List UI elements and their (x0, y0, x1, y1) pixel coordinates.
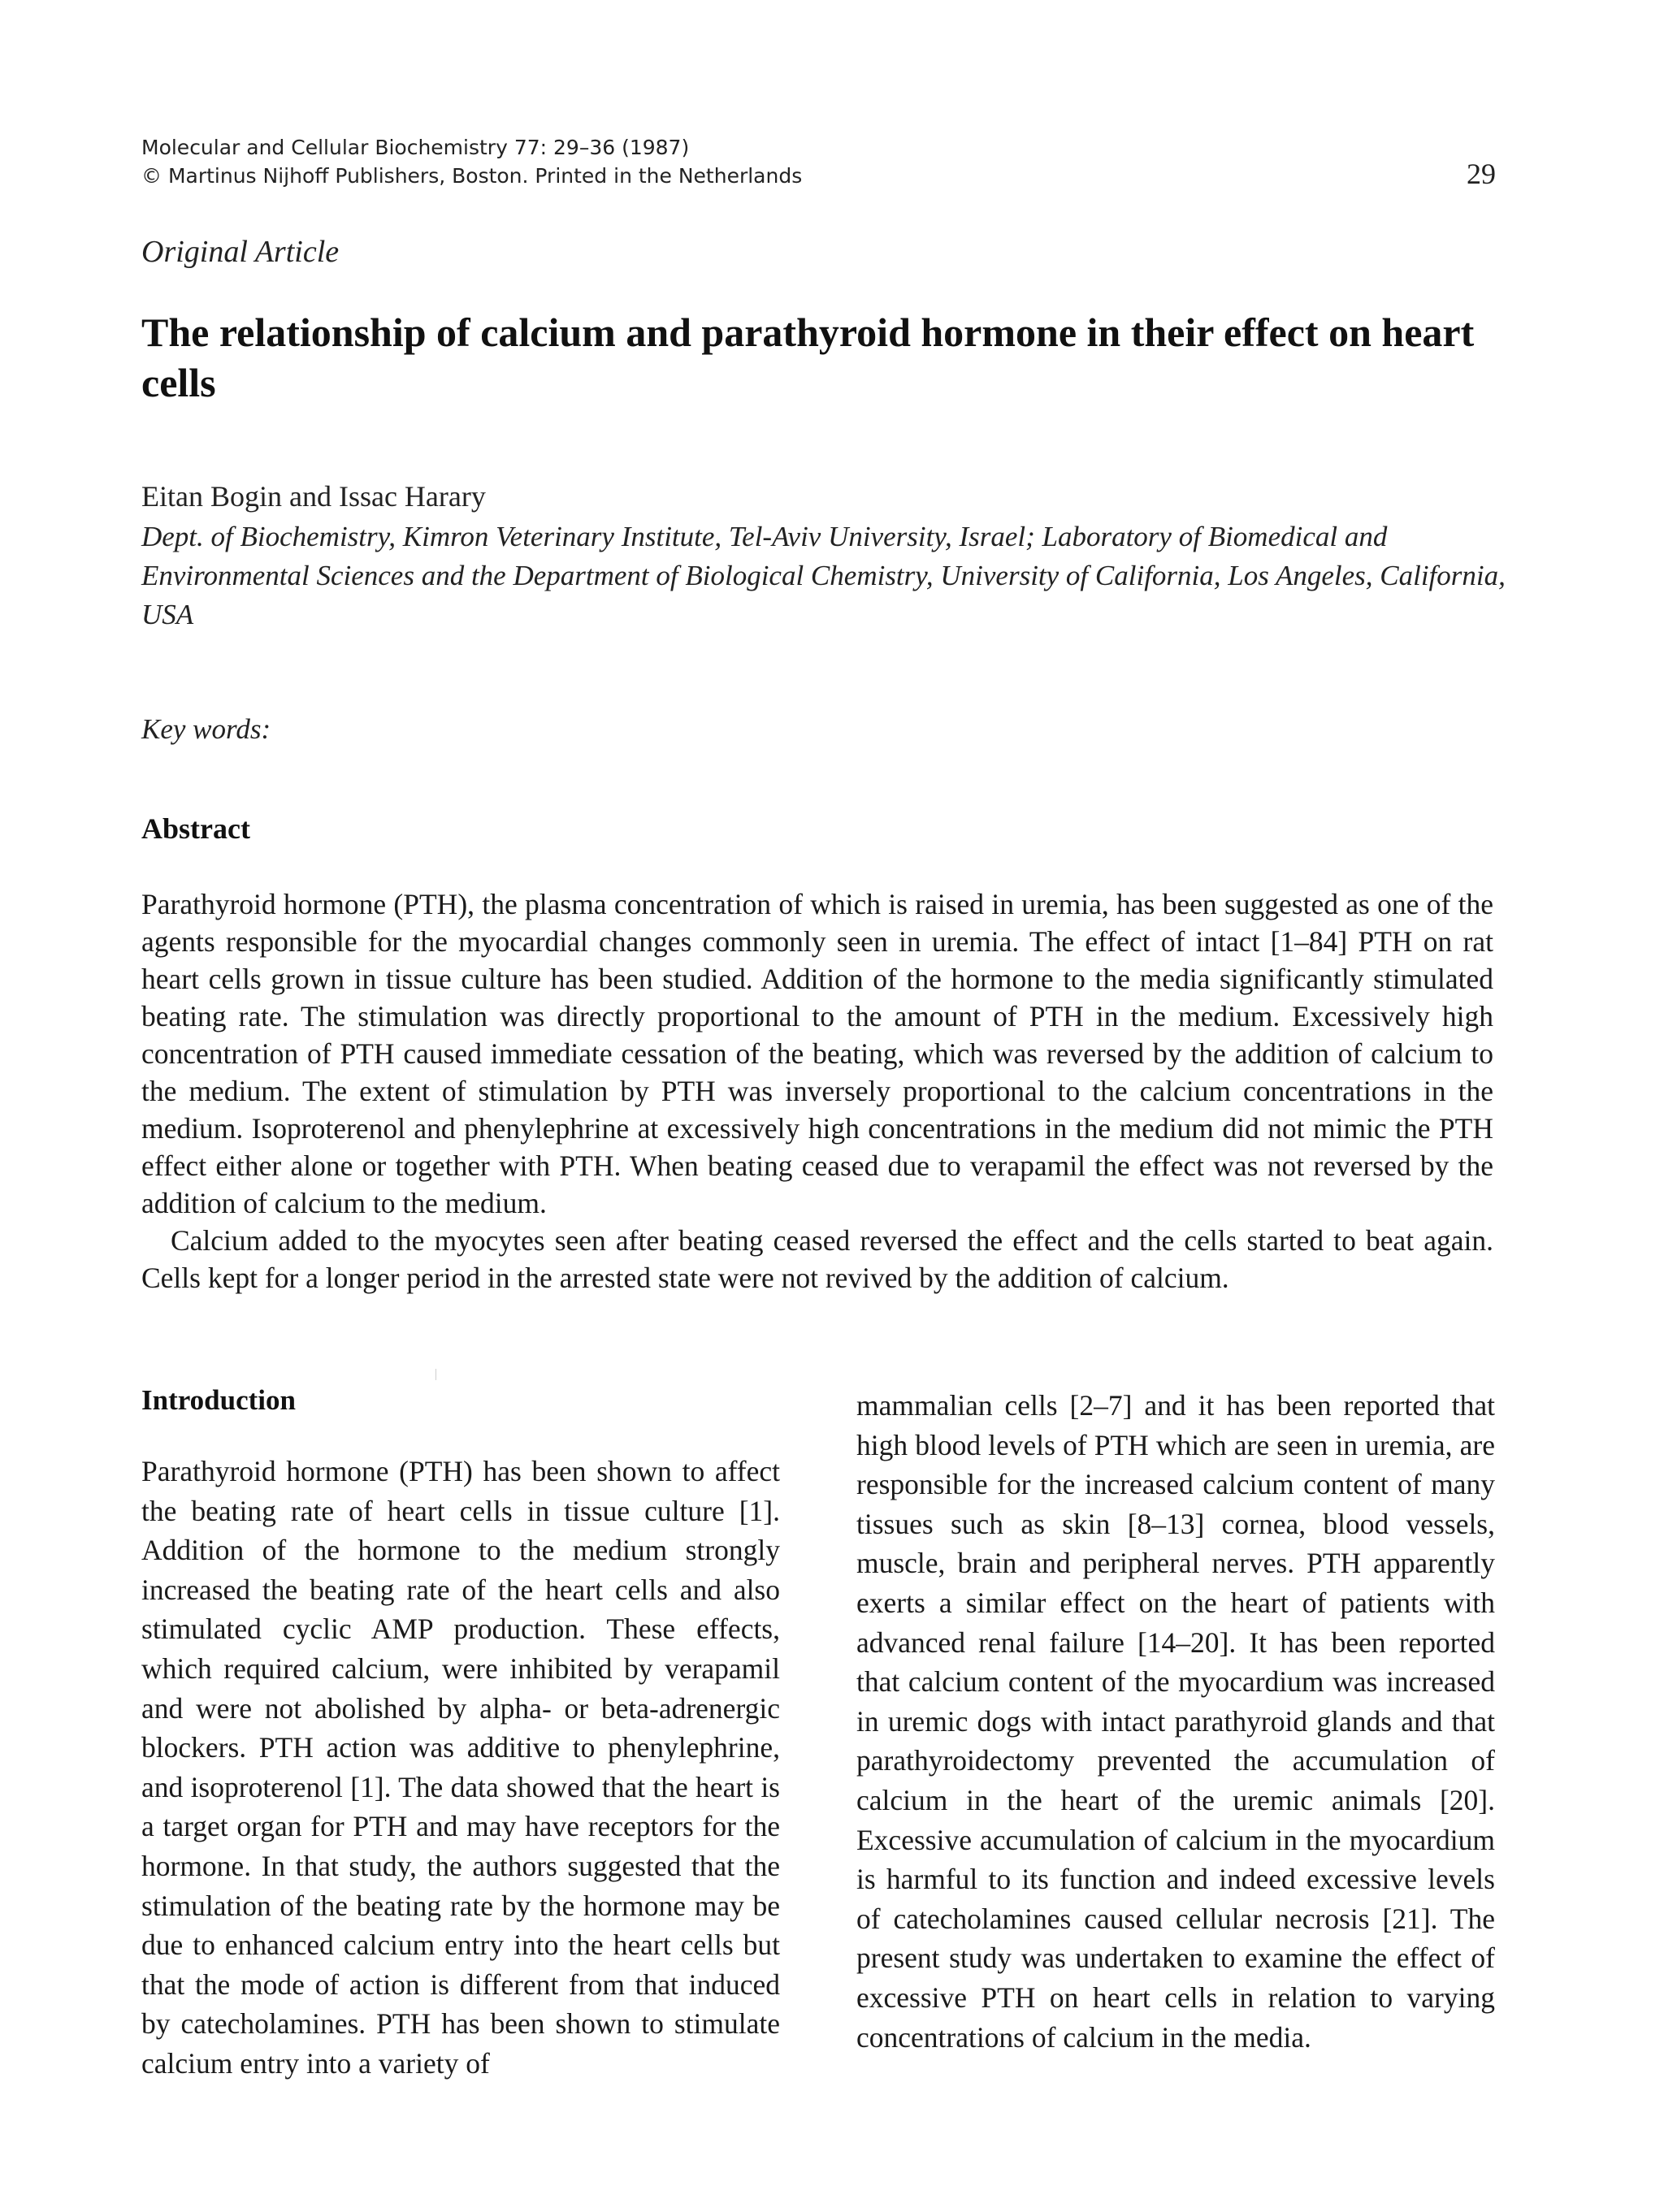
publisher-line: © Martinus Nijhoff Publishers, Boston. Printed in the Netherlands (141, 164, 803, 188)
journal-header (141, 133, 1506, 190)
introduction-heading: Introduction (141, 1384, 296, 1416)
abstract-body (141, 885, 1493, 1296)
journal-citation: Molecular and Cellular Biochemistry 77: 29–36 (1987) (141, 136, 690, 159)
page-number: 29 (1467, 158, 1496, 190)
introduction-left-column: Parathyroid hormone (PTH) has been shown to affect the beating rate of heart cells in tissue culture [1]. Addition of the hormone to the medium strongly increased the beating rate of the heart cells and also stimulated cyclic AMP production. These effects, which required calcium, were inhibited by verapamil and were not abolished by alpha- or beta-adrenergic blockers. PTH action was additive to phenylephrine, and isoproterenol [1]. The data showed that the heart is a target organ for PTH and may have receptors for the hormone. In that study, the authors suggested that the stimulation of the beating rate by the hormone may be due to enhanced calcium entry into the heart cells but that the mode of action is different from that induced by catecholamines. PTH has been shown to stimulate calcium entry into a variety of (141, 1455, 780, 2080)
abstract-paragraph: Calcium added to the myocytes seen after beating ceased reversed the effect and the cells started to beat again. Cells kept for a longer period in the arrested state were not revived by the addition of calcium. (141, 1224, 1493, 1294)
abstract-paragraph: Parathyroid hormone (PTH), the plasma concentration of which is raised in uremia, has been suggested as one of the agents responsible for the myocardial changes commonly seen in uremia. The effect of intact [1–84] PTH on rat heart cells grown in tissue culture has been studied. Addition of the hormone to the media significantly stimulated beating rate. The stimulation was directly proportional to the amount of PTH in the medium. Excessively high concentration of PTH caused immediate cessation of the beating, which was reversed by the addition of calcium to the medium. The extent of stimulation by PTH was inversely proportional to the calcium concentrations in the medium. Isoproterenol and phenylephrine at excessively high concentrations in the medium did not mimic the PTH effect either alone or together with PTH. When beating ceased due to verapamil the effect was not reversed by the addition of calcium to the medium. (141, 888, 1493, 1219)
introduction-right-column: mammalian cells [2–7] and it has been reported that high blood levels of PTH which are seen in uremia, are responsible for the increased calcium content of many tissues such as skin [8–13] cornea, blood vessels, muscle, brain and peripheral nerves. PTH apparently exerts a similar effect on the heart of patients with advanced renal failure [14–20]. It has been reported that calcium content of the myocardium was increased in uremic dogs with intact parathyroid glands and that parathyroidectomy prevented the accumulation of calcium in the heart of the uremic animals [20]. Excessive accumulation of calcium in the myocardium is harmful to its function and indeed excessive levels of catecholamines caused cellular necrosis [21]. The present study was undertaken to examine the effect of excessive PTH on heart cells in relation to varying concentrations of calcium in the media. (856, 1389, 1495, 2054)
article-type: Original Article (141, 235, 340, 269)
author-list: Eitan Bogin and Issac Harary (141, 480, 486, 513)
abstract-heading: Abstract (141, 812, 250, 845)
keywords-label: Key words: (141, 713, 271, 745)
paper-title: The relationship of calcium and parathyroid hormone in their effect on heart cells (141, 310, 1475, 405)
author-affiliation: Dept. of Biochemistry, Kimron Veterinary Institute, Tel-Aviv University, Israel; Laboratory of Biomedical and Environmental Sciences and the Department of Biological Chemistry, University of California, Los Angeles, California, USA (141, 521, 1506, 630)
